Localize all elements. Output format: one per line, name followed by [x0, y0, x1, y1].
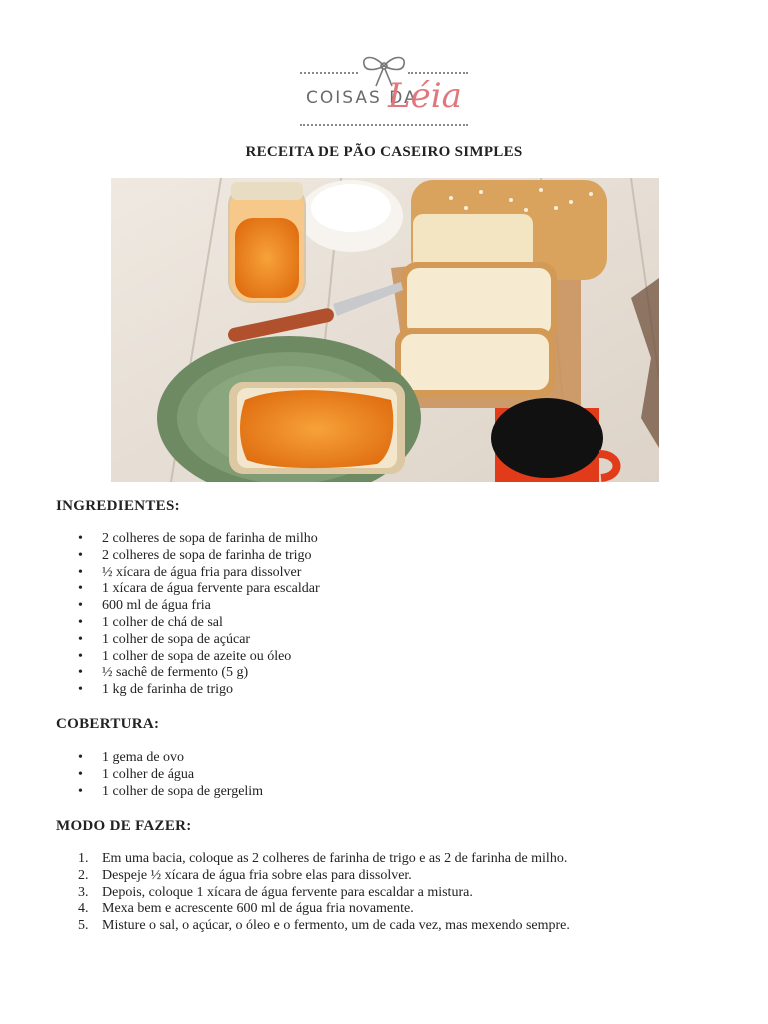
step-text: Depois, coloque 1 xícara de água fervente para escaldar a mistura.: [102, 884, 473, 900]
list-item-text: 1 colher de chá de sal: [102, 614, 223, 630]
logo-divider: [300, 124, 468, 126]
method-heading: MODO DE FAZER:: [56, 818, 192, 834]
list-item-text: 1 colher de água: [102, 766, 195, 782]
step-text: Em uma bacia, coloque as 2 colheres de farinha de trigo e as 2 de farinha de milho.: [102, 851, 568, 866]
list-item: [78, 598, 320, 615]
topping-list: [78, 750, 263, 800]
logo-script: Léia: [388, 76, 462, 116]
method-steps: [78, 851, 570, 935]
step-number: 5.: [78, 918, 89, 934]
logo-text: COISAS DA: [306, 88, 418, 108]
list-item-text: 600 ml de água fria: [102, 598, 211, 614]
ingredients-heading: INGREDIENTES:: [56, 498, 180, 514]
step-item: [78, 868, 570, 885]
list-item: [78, 632, 320, 649]
step-item: [78, 851, 570, 868]
step-text: Despeje ½ xícara de água fria sobre elas para dissolver.: [102, 867, 412, 883]
step-item: [78, 918, 570, 935]
step-number: 1.: [78, 851, 89, 866]
step-text: Misture o sal, o açúcar, o óleo e o fermento, um de cada vez, mas mexendo sempre.: [102, 918, 570, 934]
list-item-text: 1 colher de sopa de gergelim: [102, 783, 264, 799]
topping-heading: COBERTURA:: [56, 716, 160, 732]
list-item: [78, 531, 320, 548]
step-item: [78, 885, 570, 902]
list-item-text: 1 colher de sopa de açúcar: [102, 631, 251, 647]
list-item: [78, 665, 320, 682]
list-item: [78, 750, 263, 767]
list-item: [78, 649, 320, 666]
list-item: [78, 784, 263, 801]
step-text: Mexa bem e acrescente 600 ml de água fria novamente.: [102, 901, 414, 917]
logo-divider: [408, 72, 468, 74]
list-item-text: 1 gema de ovo: [102, 750, 185, 765]
list-item: [78, 548, 320, 565]
list-item: [78, 682, 320, 699]
ingredients-list: [78, 531, 320, 699]
list-item-text: 1 kg de farinha de trigo: [102, 682, 234, 698]
brand-logo: [300, 48, 468, 128]
list-item-text: 1 colher de sopa de azeite ou óleo: [102, 648, 292, 664]
list-item-text: 2 colheres de sopa de farinha de trigo: [102, 547, 312, 563]
step-number: 2.: [78, 867, 89, 883]
list-item-text: ½ xícara de água fria para dissolver: [102, 564, 302, 580]
list-item: [78, 565, 320, 582]
list-item: [78, 581, 320, 598]
list-item-text: 2 colheres de sopa de farinha de milho: [102, 531, 318, 546]
step-item: [78, 901, 570, 918]
step-number: 3.: [78, 884, 89, 900]
logo-divider: [300, 72, 358, 74]
list-item-text: ½ sachê de fermento (5 g): [102, 665, 249, 681]
list-item: [78, 615, 320, 632]
list-item-text: 1 xícara de água fervente para escaldar: [102, 581, 320, 597]
step-number: 4.: [78, 901, 89, 917]
page-title: RECEITA DE PÃO CASEIRO SIMPLES: [245, 144, 523, 160]
list-item: [78, 767, 263, 784]
bread-breakfast-photo: [111, 178, 659, 482]
